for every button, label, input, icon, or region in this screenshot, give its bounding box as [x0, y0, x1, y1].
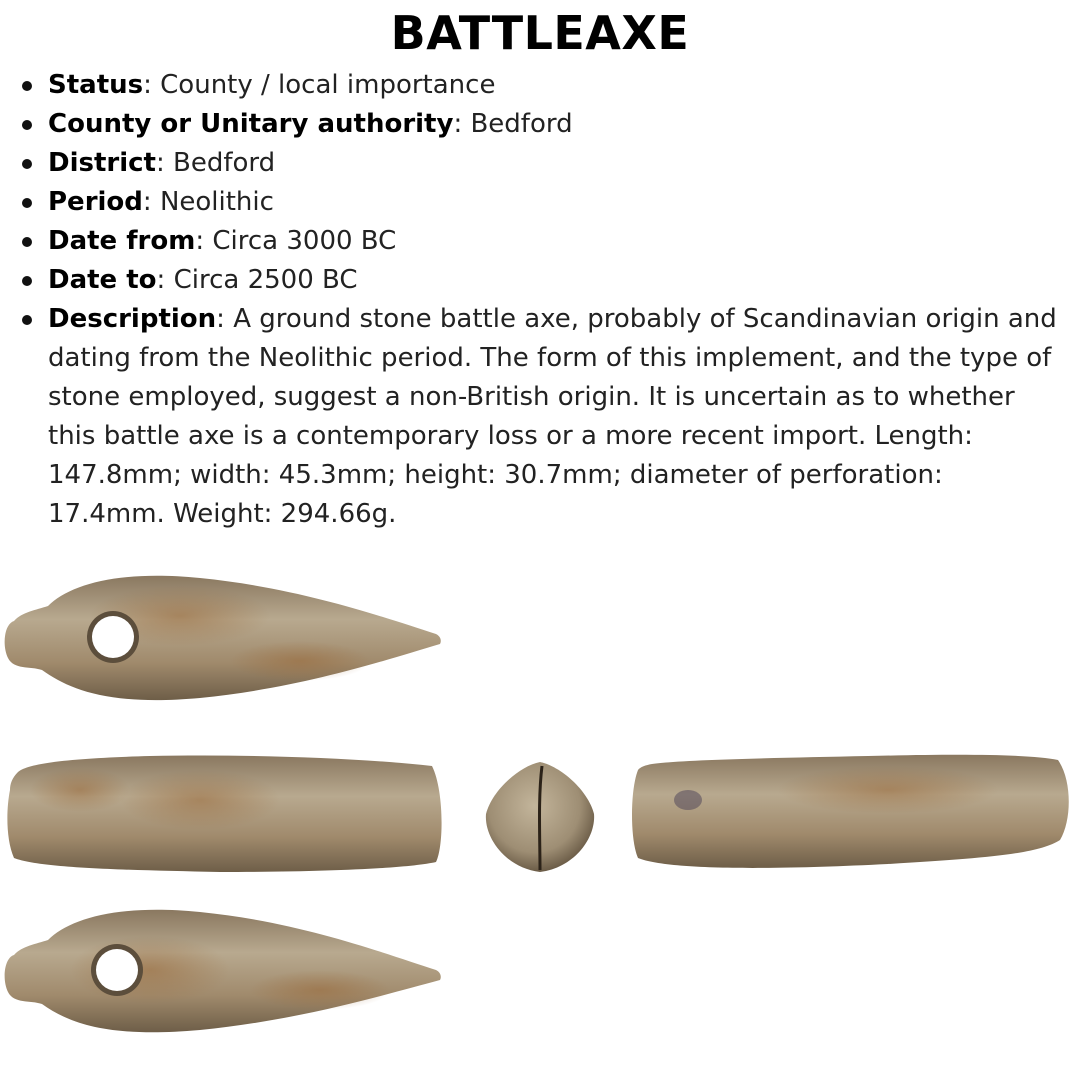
fact-value: Neolithic: [159, 187, 274, 217]
fact-value: A ground stone battle axe, probably of Scandinavian origin and dating from the Neolithic period. The form of this implement, and the type of stone employed, suggest a non-British origin. It is uncertain as to whether this battle axe is a contemporary loss or a more recent import. Length: 147.8mm; width: 45.3mm; height: 30.7mm; diameter of perforation: 17.4mm. Weight: 294.66g.: [48, 304, 1057, 529]
fact-label: Date from: [48, 226, 196, 256]
fact-label: Status: [48, 70, 144, 100]
axe-photo-top-view: [0, 566, 450, 706]
fact-county: County or Unitary authority: Bedford: [20, 105, 1060, 144]
fact-description: Description: A ground stone battle axe, probably of Scandinavian origin and dating from the Neolithic period. The form of this implement, and the type of stone employed, suggest a non-British origin. It is uncertain as to whether this battle axe is a contemporary loss or a more recent import. Length: 147.8mm; width: 45.3mm; height: 30.7mm; diameter of perforation: 17.4mm. Weight: 294.66g.: [20, 300, 1060, 534]
bullet-icon: [22, 315, 32, 325]
fact-value: County / local importance: [160, 70, 496, 100]
page-title: BATTLEAXE: [390, 6, 690, 60]
fact-period: Period: Neolithic: [20, 183, 1060, 222]
fact-district: District: Bedford: [20, 144, 1060, 183]
fact-value: Bedford: [470, 109, 573, 139]
axe-photo-bottom-view: [0, 900, 450, 1040]
bullet-icon: [22, 276, 32, 286]
fact-label: District: [48, 148, 156, 178]
fact-value: Bedford: [173, 148, 276, 178]
fact-label: County or Unitary authority: [48, 109, 454, 139]
fact-status: Status: County / local importance: [20, 66, 1060, 105]
fact-date-to: Date to: Circa 2500 BC: [20, 261, 1060, 300]
bullet-icon: [22, 159, 32, 169]
fact-label: Period: [48, 187, 143, 217]
fact-label: Date to: [48, 265, 157, 295]
fact-value: Circa 2500 BC: [173, 265, 358, 295]
bullet-icon: [22, 237, 32, 247]
bullet-icon: [22, 81, 32, 91]
facts-list: [20, 66, 1060, 534]
axe-photo-side-view-left: [0, 750, 450, 880]
axe-photo-side-view-right: [628, 750, 1074, 880]
fact-label: Description: [48, 304, 217, 334]
bullet-icon: [22, 120, 32, 130]
bullet-icon: [22, 198, 32, 208]
axe-photos: [0, 560, 1080, 1060]
axe-photo-end-view: [480, 758, 600, 878]
fact-value: Circa 3000 BC: [212, 226, 397, 256]
fact-date-from: Date from: Circa 3000 BC: [20, 222, 1060, 261]
